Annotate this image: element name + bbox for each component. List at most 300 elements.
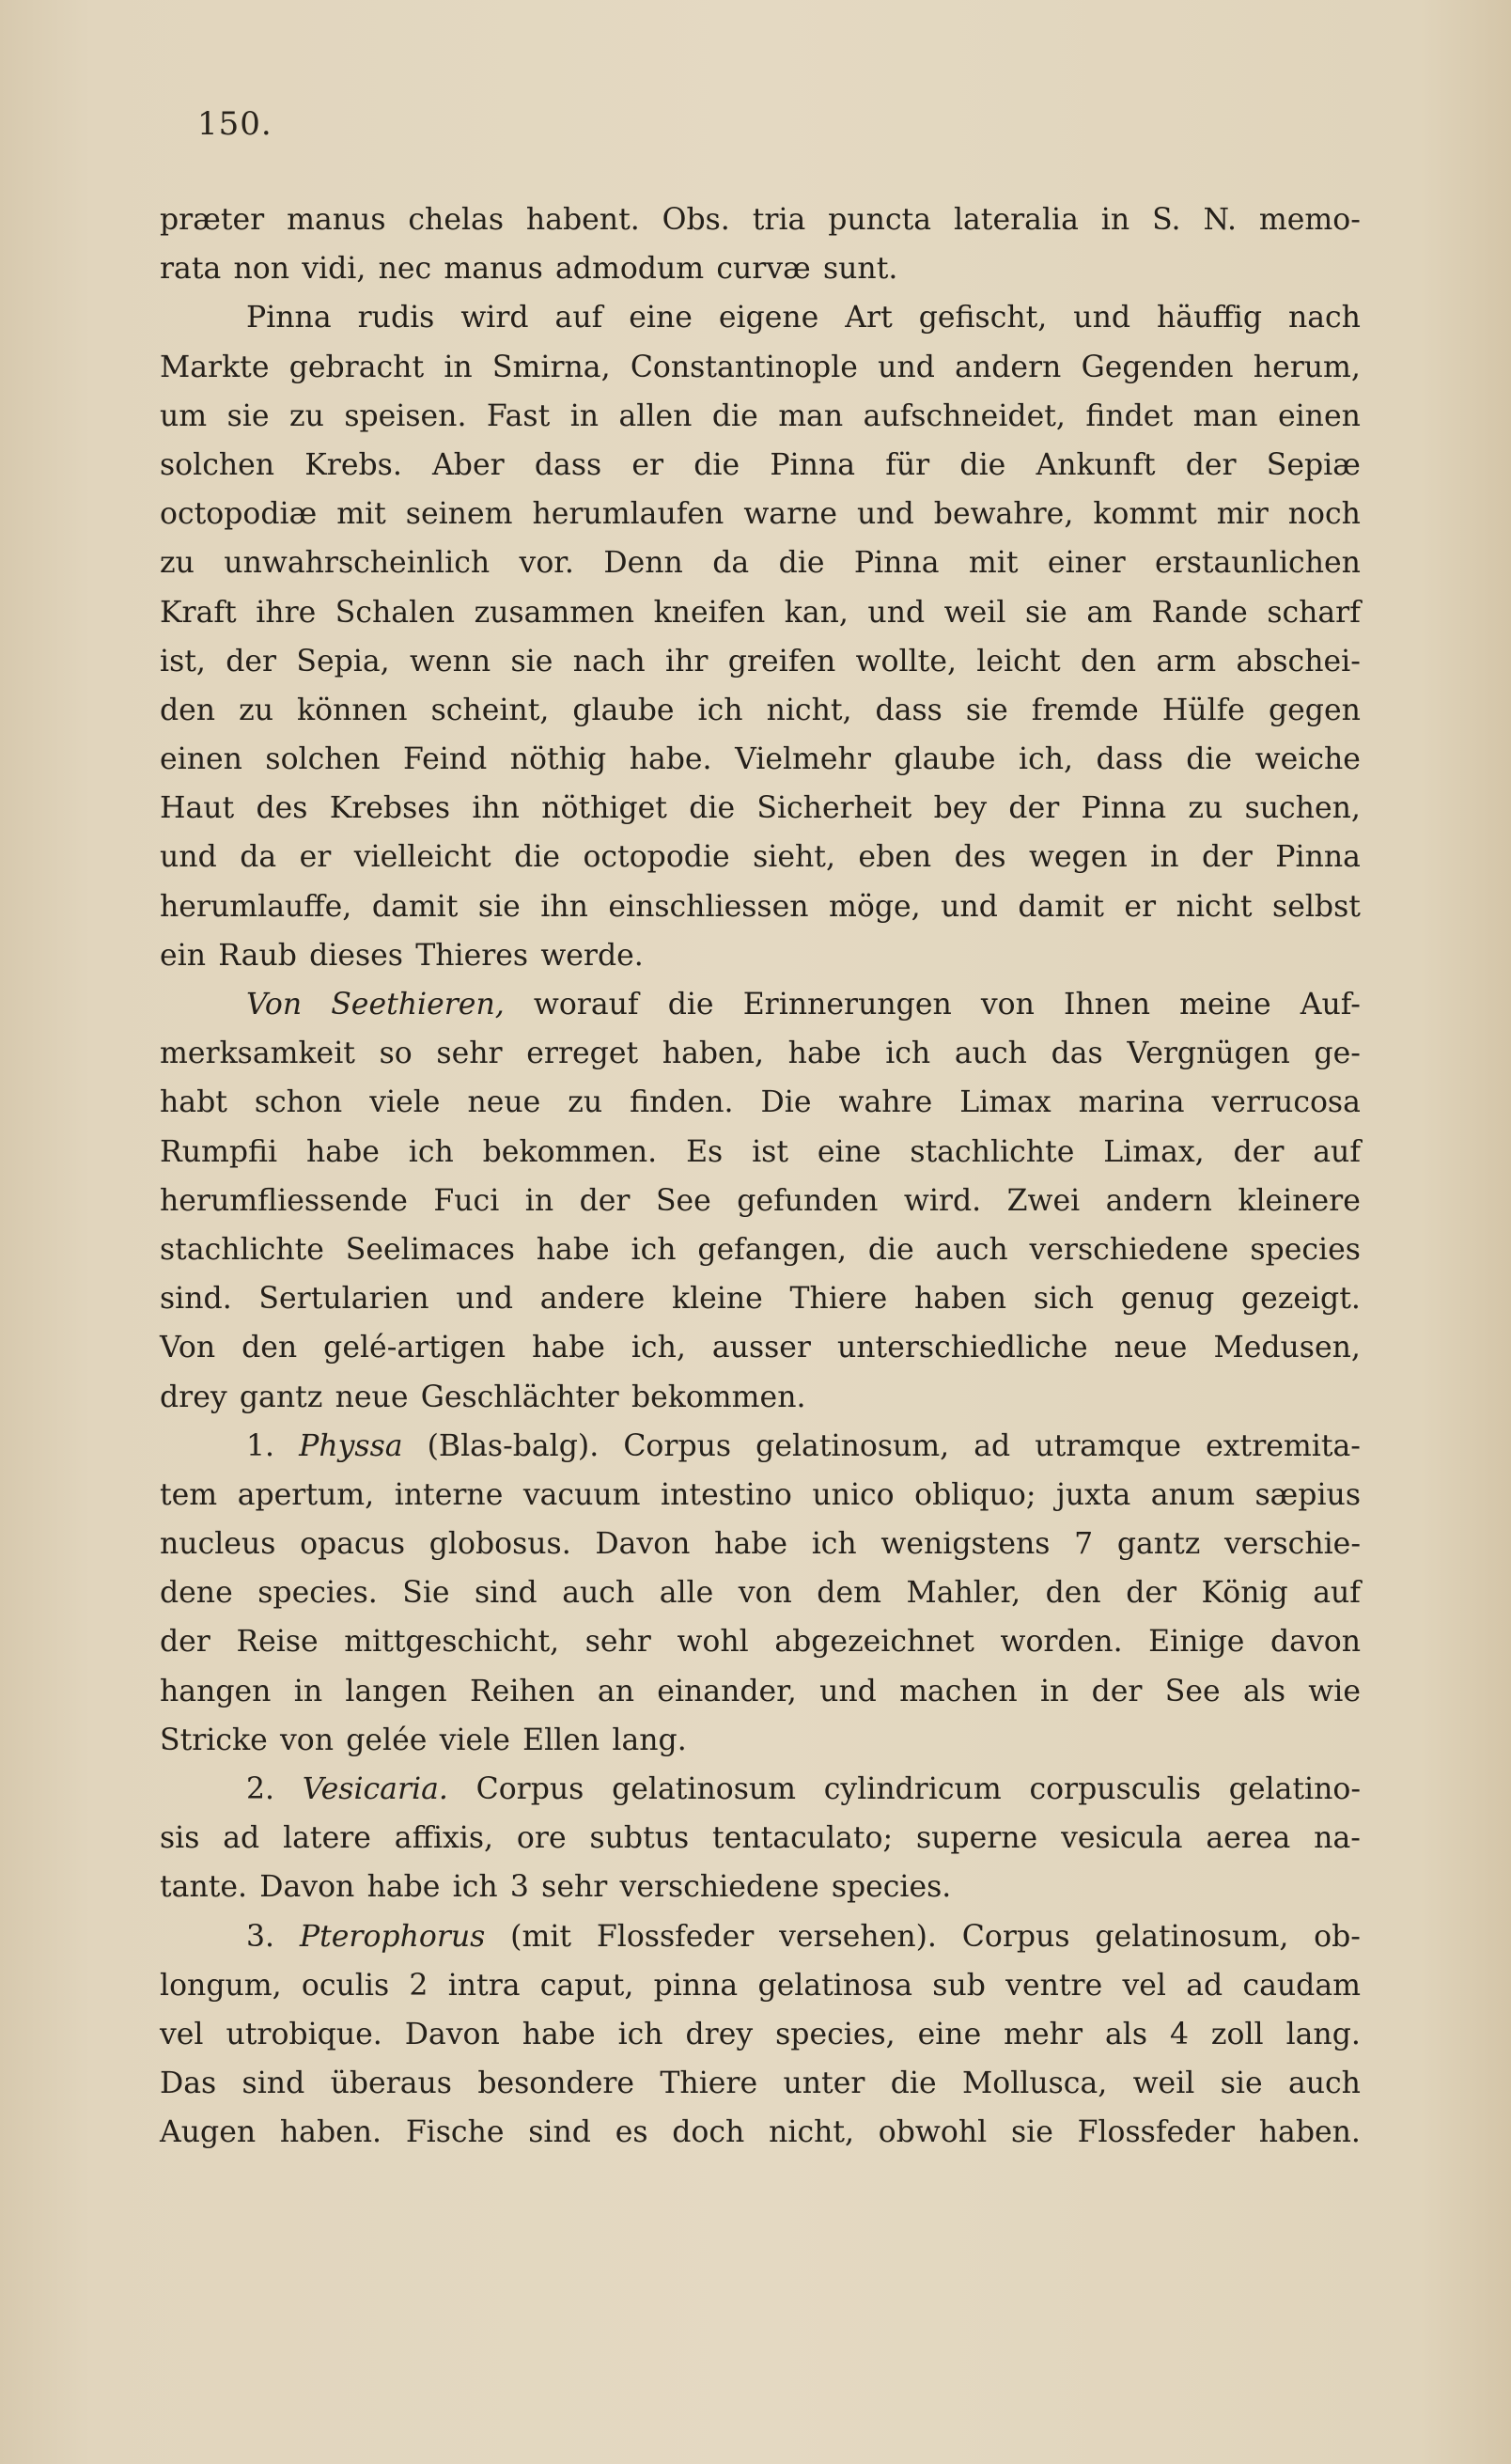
word: rudis bbox=[357, 301, 435, 335]
text-line bbox=[160, 1323, 1361, 1372]
word: einer bbox=[1047, 546, 1126, 581]
text-line bbox=[160, 2108, 1361, 2157]
word: König bbox=[1201, 1576, 1288, 1611]
word: gantz bbox=[239, 1380, 323, 1414]
word: die bbox=[667, 988, 714, 1021]
word: speisen. bbox=[344, 398, 467, 433]
word: Es bbox=[686, 1134, 724, 1169]
word: Vielmehr bbox=[735, 742, 871, 777]
word: sehr bbox=[541, 1870, 608, 1905]
word: zu bbox=[568, 1085, 603, 1120]
word: drey bbox=[160, 1380, 227, 1414]
word: herum, bbox=[1253, 350, 1361, 384]
word: man bbox=[1192, 398, 1258, 433]
word: sie bbox=[226, 398, 270, 433]
word: arm bbox=[1156, 644, 1217, 678]
word: leicht bbox=[976, 644, 1061, 678]
word: vacuum bbox=[522, 1477, 641, 1512]
word: superne bbox=[915, 1821, 1038, 1856]
word: Pinna bbox=[246, 301, 332, 335]
word: in bbox=[1150, 840, 1179, 875]
word: mittgeschicht, bbox=[344, 1625, 560, 1660]
body-text bbox=[160, 195, 1361, 2158]
word: eine bbox=[629, 301, 693, 335]
word: kan, bbox=[784, 595, 849, 630]
text-line bbox=[160, 2010, 1361, 2059]
word: der bbox=[1201, 840, 1253, 875]
word: globosus. bbox=[428, 1527, 571, 1562]
text-line bbox=[160, 195, 1361, 244]
word: sie bbox=[1220, 2066, 1263, 2101]
word: ich bbox=[631, 1232, 677, 1267]
word: dene bbox=[160, 1576, 233, 1611]
word: obwohl bbox=[878, 2115, 988, 2150]
word: 7 bbox=[1074, 1527, 1094, 1562]
word: gelatino- bbox=[1228, 1772, 1361, 1806]
word: Sie bbox=[402, 1576, 450, 1611]
word: herumlaufen bbox=[532, 497, 724, 532]
word: lang. bbox=[1285, 2017, 1361, 2051]
word: viele bbox=[369, 1085, 441, 1120]
word: sie bbox=[965, 693, 1008, 727]
word: können bbox=[297, 693, 408, 727]
word: chelas bbox=[408, 203, 504, 237]
word: werde. bbox=[540, 938, 644, 973]
word: die bbox=[514, 840, 561, 875]
word: marina bbox=[1078, 1085, 1185, 1120]
word: Medusen, bbox=[1213, 1331, 1361, 1365]
word: Das bbox=[160, 2066, 217, 2101]
word: vielleicht bbox=[353, 840, 491, 875]
word: davon bbox=[1270, 1625, 1361, 1660]
word: Fische bbox=[405, 2115, 505, 2150]
word: Stricke bbox=[160, 1723, 268, 1757]
word: gelatinosum, bbox=[756, 1428, 950, 1463]
text-line bbox=[160, 1422, 1361, 1471]
word: viele bbox=[439, 1723, 510, 1757]
word: als bbox=[1242, 1674, 1285, 1708]
word: allen bbox=[618, 398, 693, 433]
word: genug bbox=[1120, 1282, 1215, 1317]
word: haben bbox=[913, 1282, 1007, 1317]
word: des bbox=[954, 840, 1006, 875]
word: wohl bbox=[677, 1625, 749, 1660]
word: gelatinosum bbox=[612, 1772, 797, 1806]
text-line bbox=[160, 1814, 1361, 1863]
word: ge- bbox=[1314, 1037, 1361, 1071]
word: andern bbox=[955, 350, 1062, 384]
word: überaus bbox=[330, 2066, 452, 2101]
word: sich bbox=[1033, 1282, 1094, 1317]
word: wie bbox=[1308, 1674, 1361, 1708]
word: Seelimaces bbox=[345, 1232, 515, 1267]
word: nec bbox=[378, 252, 432, 287]
word: in bbox=[1039, 1674, 1069, 1708]
word: von bbox=[279, 1723, 335, 1757]
word: dieses bbox=[309, 938, 403, 973]
word: stachlichte bbox=[910, 1134, 1075, 1169]
word: octopodie bbox=[583, 840, 730, 875]
word: Thieres bbox=[415, 938, 529, 973]
word: anum bbox=[1150, 1477, 1235, 1512]
word: Flossfeder bbox=[596, 1919, 755, 1954]
word: neue bbox=[335, 1380, 409, 1414]
word: nucleus bbox=[160, 1527, 276, 1562]
word: Thiere bbox=[660, 2066, 758, 2101]
word: verschie- bbox=[1224, 1527, 1361, 1562]
word: dass bbox=[875, 693, 942, 727]
word: noch bbox=[1287, 497, 1361, 532]
word: besondere bbox=[477, 2066, 635, 2101]
text-line bbox=[160, 392, 1361, 441]
word: manus bbox=[287, 203, 386, 237]
word: lang. bbox=[612, 1723, 687, 1757]
word: gelé-artigen bbox=[323, 1331, 506, 1365]
word: merksamkeit bbox=[160, 1037, 355, 1071]
word: andere bbox=[539, 1282, 646, 1317]
word: 3 bbox=[509, 1870, 529, 1905]
word: an bbox=[597, 1674, 634, 1708]
word: Hülfe bbox=[1161, 693, 1245, 727]
word: intra bbox=[447, 1968, 521, 2003]
text-line bbox=[160, 637, 1361, 686]
word: in bbox=[569, 398, 600, 433]
text-line bbox=[160, 833, 1361, 881]
word: ich bbox=[811, 1527, 857, 1562]
word: eigene bbox=[718, 301, 819, 335]
word: Markte bbox=[160, 350, 270, 384]
word: langen bbox=[345, 1674, 447, 1708]
word: weil bbox=[943, 595, 1006, 630]
word: memo- bbox=[1258, 203, 1361, 237]
text-line bbox=[160, 1667, 1361, 1716]
word: oculis bbox=[301, 1968, 390, 2003]
word: habe bbox=[306, 1134, 380, 1169]
word: tante. bbox=[160, 1870, 248, 1905]
word: Fuci bbox=[433, 1183, 500, 1218]
word: herumlauffe, bbox=[160, 889, 352, 924]
word: wegen bbox=[1029, 840, 1128, 875]
word: sieht, bbox=[753, 840, 835, 875]
word: interne bbox=[394, 1477, 504, 1512]
word: Sicherheit bbox=[756, 791, 912, 826]
word: corpusculis bbox=[1029, 1772, 1201, 1806]
word: Sepia, bbox=[296, 644, 390, 678]
text-line bbox=[160, 735, 1361, 784]
word: aufschneidet, bbox=[863, 398, 1066, 433]
word: caudam bbox=[1242, 1968, 1361, 2003]
word: Corpus bbox=[623, 1428, 732, 1463]
text-line bbox=[160, 1520, 1361, 1568]
word: Gegenden bbox=[1081, 350, 1234, 384]
word: unter bbox=[783, 2066, 865, 2101]
word: von bbox=[738, 1576, 792, 1611]
word: wollte, bbox=[855, 644, 957, 678]
word: fremde bbox=[1031, 693, 1139, 727]
word: ihn bbox=[472, 791, 520, 826]
word: nicht, bbox=[769, 2115, 855, 2150]
word: vesicula bbox=[1061, 1821, 1183, 1856]
word: verschiedene bbox=[619, 1870, 819, 1905]
word: habe bbox=[536, 1232, 610, 1267]
word: Von bbox=[160, 1331, 216, 1365]
word: cylindricum bbox=[823, 1772, 1002, 1806]
word: neue bbox=[1114, 1331, 1188, 1365]
italic-word: Vesicaria. bbox=[302, 1772, 448, 1806]
word: Reise bbox=[236, 1625, 319, 1660]
word: gelatinosa bbox=[757, 1968, 913, 2003]
word: 2 bbox=[409, 1968, 428, 2003]
word: unwahrscheinlich bbox=[224, 546, 491, 581]
word: ventre bbox=[1005, 1968, 1103, 2003]
text-line bbox=[160, 686, 1361, 735]
word: extremita- bbox=[1206, 1428, 1361, 1463]
text-line bbox=[160, 1961, 1361, 2010]
word: auf bbox=[554, 301, 603, 335]
word: apertum, bbox=[237, 1477, 375, 1512]
word: eben bbox=[858, 840, 932, 875]
word: am bbox=[1086, 595, 1132, 630]
word: möge, bbox=[829, 889, 921, 924]
word: der bbox=[226, 644, 277, 678]
word: nöthig bbox=[509, 742, 607, 777]
word: Geschlächter bbox=[420, 1380, 619, 1414]
word: Flossfeder bbox=[1077, 2115, 1235, 2150]
word: habe bbox=[522, 2017, 596, 2051]
word: ad bbox=[1186, 1968, 1223, 2003]
word: man bbox=[778, 398, 844, 433]
word: Haut bbox=[160, 791, 235, 826]
word: einschliessen bbox=[608, 889, 809, 924]
word: auch bbox=[935, 1232, 1008, 1267]
text-line bbox=[160, 1568, 1361, 1617]
word: 2. bbox=[246, 1772, 275, 1806]
word: auf bbox=[1313, 1576, 1361, 1611]
word: gegen bbox=[1268, 693, 1361, 727]
word: der bbox=[1008, 791, 1060, 826]
word: Raub bbox=[218, 938, 297, 973]
word: habe bbox=[532, 1331, 605, 1365]
word: worden. bbox=[1000, 1625, 1123, 1660]
italic-word: Von bbox=[246, 988, 303, 1021]
word: Davon bbox=[595, 1527, 691, 1562]
text-line bbox=[160, 980, 1361, 1029]
word: juxta bbox=[1055, 1477, 1131, 1512]
word: zu bbox=[288, 398, 324, 433]
word: ihn bbox=[540, 889, 588, 924]
word: zu bbox=[1188, 791, 1223, 826]
word: abgezeichnet bbox=[774, 1625, 974, 1660]
word: die bbox=[711, 398, 758, 433]
word: Einige bbox=[1148, 1625, 1245, 1660]
word: Pinna bbox=[1081, 791, 1167, 826]
word: gezeigt. bbox=[1240, 1282, 1361, 1317]
word: andern bbox=[1105, 1183, 1212, 1218]
word: ich bbox=[452, 1870, 498, 1905]
word: dass bbox=[534, 447, 602, 482]
word: der bbox=[1185, 447, 1237, 482]
word: Aber bbox=[432, 447, 505, 482]
word: kommt bbox=[1093, 497, 1197, 532]
word: der bbox=[160, 1625, 210, 1660]
word: Limax bbox=[959, 1085, 1051, 1120]
word: dem bbox=[817, 1576, 881, 1611]
word: manus bbox=[444, 252, 543, 287]
word: Davon bbox=[259, 1870, 355, 1905]
word: häuffig bbox=[1157, 301, 1262, 335]
word: Die bbox=[760, 1085, 812, 1120]
word: bekommen. bbox=[631, 1380, 806, 1414]
word: meine bbox=[1179, 988, 1271, 1021]
word: unico bbox=[812, 1477, 895, 1512]
word: wird. bbox=[903, 1183, 982, 1218]
word: solchen bbox=[160, 447, 275, 482]
text-line bbox=[160, 1863, 1361, 1911]
word: 1. bbox=[246, 1428, 275, 1463]
word: ich, bbox=[1019, 742, 1074, 777]
word: (mit bbox=[510, 1919, 572, 1954]
word: nach bbox=[572, 644, 646, 678]
word: ad bbox=[223, 1821, 260, 1856]
word: eine bbox=[917, 2017, 982, 2051]
word: Fast bbox=[486, 398, 551, 433]
word: auf bbox=[1313, 1134, 1361, 1169]
word: findet bbox=[1085, 398, 1174, 433]
word: gefunden bbox=[737, 1183, 879, 1218]
word: tentaculato; bbox=[712, 1821, 894, 1856]
word: und bbox=[456, 1282, 514, 1317]
word: stachlichte bbox=[160, 1232, 324, 1267]
word: erreget bbox=[526, 1037, 639, 1071]
word: hangen bbox=[160, 1674, 272, 1708]
word: gelée bbox=[346, 1723, 428, 1757]
word: finden. bbox=[630, 1085, 734, 1120]
word: mehr bbox=[1004, 2017, 1083, 2051]
word: in bbox=[293, 1674, 323, 1708]
word: S. bbox=[1152, 203, 1181, 237]
word: ist, bbox=[160, 644, 206, 678]
word: verschiedene bbox=[1029, 1232, 1229, 1267]
word: non bbox=[233, 252, 290, 287]
word: den bbox=[160, 693, 216, 727]
word: wird bbox=[460, 301, 529, 335]
word: See bbox=[655, 1183, 711, 1218]
word: damit bbox=[371, 889, 459, 924]
word: gebracht bbox=[288, 350, 425, 384]
text-line bbox=[160, 1177, 1361, 1225]
word: kleinere bbox=[1238, 1183, 1361, 1218]
word: suchen, bbox=[1244, 791, 1361, 826]
word: haben, bbox=[662, 1037, 764, 1071]
word: puncta bbox=[828, 203, 932, 237]
word: da bbox=[240, 840, 277, 875]
text-line bbox=[160, 244, 1361, 293]
word: verrucosa bbox=[1211, 1085, 1361, 1120]
text-line bbox=[160, 588, 1361, 637]
word: scheint, bbox=[430, 693, 550, 727]
word: habe bbox=[787, 1037, 862, 1071]
word: sie bbox=[510, 644, 553, 678]
text-line bbox=[160, 1912, 1361, 1961]
word: um bbox=[160, 398, 208, 433]
word: sehr bbox=[436, 1037, 503, 1071]
word: drey bbox=[685, 2017, 754, 2051]
word: subtus bbox=[589, 1821, 690, 1856]
text-line bbox=[160, 784, 1361, 833]
word: nicht bbox=[1176, 889, 1253, 924]
word: Pinna bbox=[770, 447, 855, 482]
word: sie bbox=[1024, 595, 1067, 630]
word: dass bbox=[1096, 742, 1163, 777]
word: Pinna bbox=[853, 546, 940, 581]
word: Limax, bbox=[1103, 1134, 1205, 1169]
word: in bbox=[1100, 203, 1130, 237]
word: als bbox=[1104, 2017, 1147, 2051]
word: mit bbox=[968, 546, 1019, 581]
text-line bbox=[160, 1373, 1361, 1422]
word: intestino bbox=[661, 1477, 792, 1512]
word: haben. bbox=[1258, 2115, 1361, 2150]
word: ich bbox=[885, 1037, 931, 1071]
word: es bbox=[615, 2115, 648, 2150]
word: rata bbox=[160, 252, 222, 287]
word: Mahler, bbox=[906, 1576, 1021, 1611]
word: obliquo; bbox=[914, 1477, 1036, 1512]
word: des bbox=[256, 791, 308, 826]
word: aerea bbox=[1206, 1821, 1291, 1856]
text-line bbox=[160, 882, 1361, 931]
word: der bbox=[1233, 1134, 1285, 1169]
word: habt bbox=[160, 1085, 227, 1120]
word: Auf- bbox=[1300, 988, 1361, 1021]
word: Corpus bbox=[961, 1919, 1070, 1954]
word: so bbox=[379, 1037, 413, 1071]
word: octopodiæ bbox=[160, 497, 318, 532]
word: neue bbox=[467, 1085, 541, 1120]
word: zusammen bbox=[474, 595, 635, 630]
word: Rande bbox=[1151, 595, 1248, 630]
word: glaube bbox=[572, 693, 675, 727]
word: die bbox=[890, 2066, 937, 2101]
text-line bbox=[160, 1274, 1361, 1323]
word: admodum bbox=[555, 252, 705, 287]
word: ihre bbox=[256, 595, 317, 630]
word: glaube bbox=[894, 742, 996, 777]
word: Ihnen bbox=[1064, 988, 1150, 1021]
word: mir bbox=[1216, 497, 1269, 532]
word: haben. bbox=[279, 2115, 382, 2150]
word: wenigstens bbox=[880, 1527, 1051, 1562]
word: vel bbox=[1122, 1968, 1167, 2003]
word: Sepiæ bbox=[1266, 447, 1361, 482]
word: Ankunft bbox=[1036, 447, 1156, 482]
word: und bbox=[857, 497, 914, 532]
word: den bbox=[1081, 644, 1137, 678]
word: damit bbox=[1018, 889, 1104, 924]
word: Sertularien bbox=[258, 1282, 429, 1317]
word: species, bbox=[775, 2017, 896, 2051]
word: gantz bbox=[1116, 1527, 1201, 1562]
word: ausser bbox=[711, 1331, 811, 1365]
word: Mollusca, bbox=[961, 2066, 1108, 2101]
word: Schalen bbox=[335, 595, 456, 630]
word: auch bbox=[1287, 2066, 1361, 2101]
word: ihr bbox=[665, 644, 709, 678]
word: sub bbox=[932, 1968, 986, 2003]
word: zoll bbox=[1210, 2017, 1264, 2051]
word: einen bbox=[160, 742, 242, 777]
word: tria bbox=[752, 203, 806, 237]
